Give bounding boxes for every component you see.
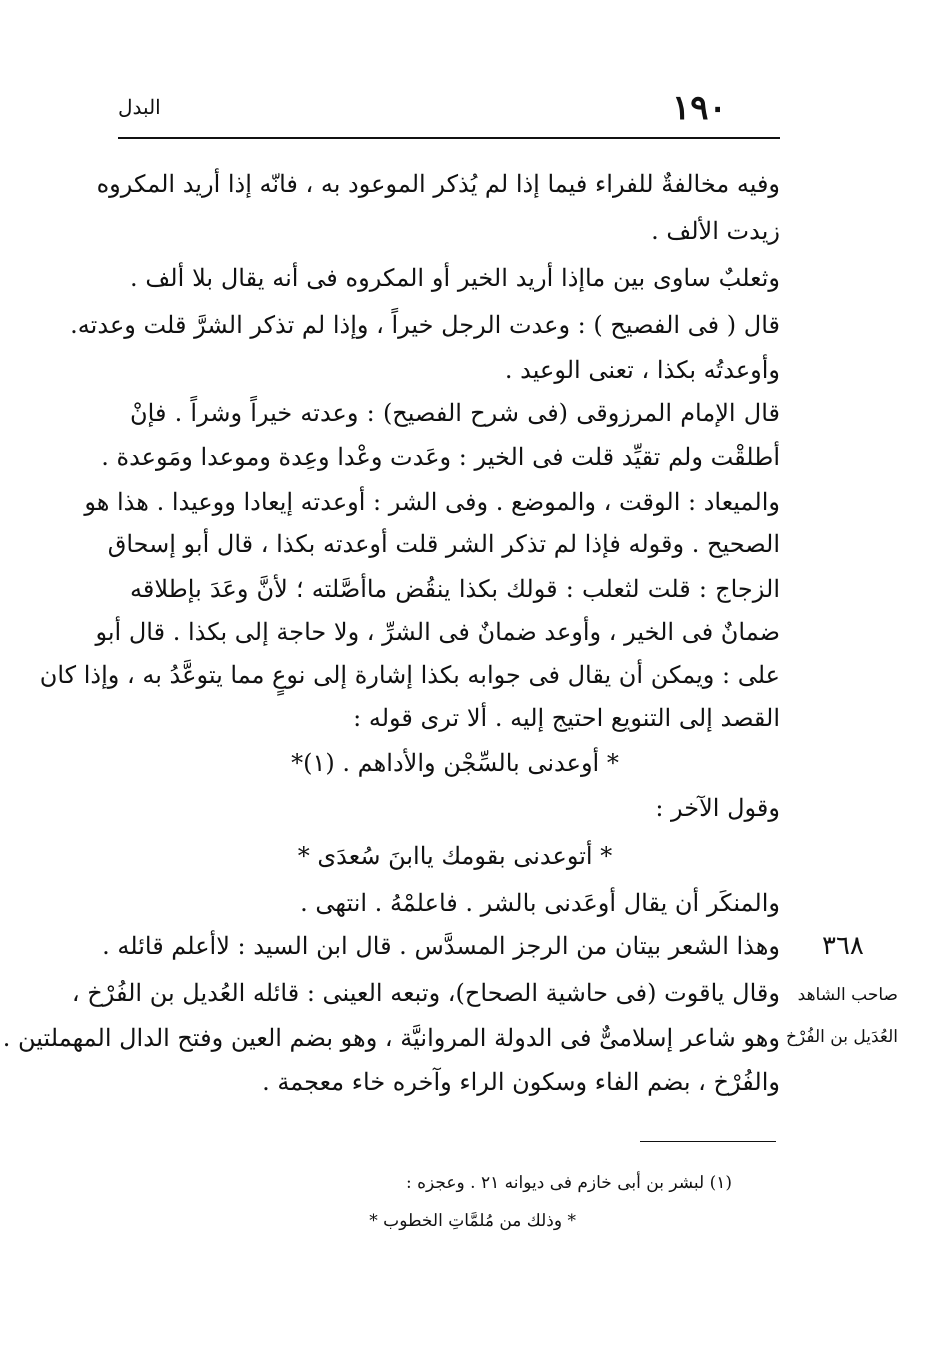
text-line: ضمانٌ فى الخير ، وأوعد ضمانٌ فى الشرِّ ، ولا حاجة إلى بكذا . قال أبو (95, 618, 780, 646)
margin-note: صاحب الشاهد (797, 985, 898, 1005)
verse-line: * أوعدنى بالسِّجْن والأداهم . (١)* (291, 749, 619, 777)
footnote-divider (640, 1141, 776, 1142)
text-line: والفُرْخ ، بضم الفاء وسكون الراء وآخره خاء معجمة . (262, 1068, 780, 1096)
text-line: وقال ياقوت (فى حاشية الصحاح)، وتبعه العينى : قائله العُديل بن الفُرْخ ، (71, 979, 780, 1007)
text-line: القصد إلى التنويع احتيج إليه . ألا ترى قوله : (353, 704, 780, 732)
header-divider (118, 137, 780, 139)
text-line: وهذا الشعر بيتان من الرجز المسدَّس . قال ابن السيد : لاأعلم قائله . (102, 932, 780, 960)
text-line: والمنكَر أن يقال أوعَدنى بالشر . فاعلمْهُ . انتهى . (300, 889, 780, 917)
text-line: الصحيح . وقوله فإذا لم تذكر الشر قلت أوعدته بكذا ، قال أبو إسحاق (107, 530, 780, 558)
page-number: ١٩٠ (672, 88, 727, 128)
text-line: قال الإمام المرزوقى (فى شرح الفصيح) : وعدته خيراً وشراً . فإنْ (130, 399, 780, 427)
text-line: وأوعدتُه بكذا ، تعنى الوعيد . (504, 356, 780, 384)
text-line: والميعاد : الوقت ، والموضع . وفى الشر : أوعدته إيعادا ووعيدا . هذا هو (84, 488, 780, 516)
margin-note: العُدَيل بن الفُرْخ (786, 1027, 898, 1047)
text-line: وهو شاعر إسلامىٌّ فى الدولة المروانيَّة ، وهو بضم العين وفتح الدال المهملتين . (2, 1024, 780, 1052)
text-line: على : ويمكن أن يقال فى جوابه بكذا إشارة إلى نوعٍ مما يتوعَّدُ به ، وإذا كان (39, 661, 780, 689)
verse-number: ٣٦٨ (822, 931, 864, 961)
footnote-line: * وذلك من مُلمَّاتِ الخطوب * (369, 1211, 576, 1231)
footnote-line: (١) لبشر بن أبى خازم فى ديوانه ٢١ . وعجزه : (406, 1173, 732, 1193)
text-line: زيدت الألف . (651, 217, 780, 245)
running-header: البدل (118, 95, 161, 119)
text-line: أطلقْت ولم تقيِّد قلت فى الخير : وعَدت وعْدا وعِدة وموعدا ومَوعدة . (101, 443, 780, 471)
text-line: وقول الآخر : (655, 794, 780, 822)
text-line: قال ( فى الفصيح ) : وعدت الرجل خيراً ، وإذا لم تذكر الشرَّ قلت وعدته. (70, 311, 780, 339)
text-line: وثعلبٌ ساوى بين ماإذا أريد الخير أو المكروه فى أنه يقال بلا ألف . (130, 264, 780, 292)
text-line: الزجاج : قلت لثعلب : قولك بكذا ينقُض ماأصَّلته ؛ لأنَّ وعَدَ بإطلاقه (130, 575, 780, 603)
verse-line: * أتوعدنى بقومك ياابنَ سُعدَى * (297, 842, 613, 870)
text-line: وفيه مخالفةٌ للفراء فيما إذا لم يُذكر الموعود به ، فانّه إذا أريد المكروه (96, 170, 780, 198)
